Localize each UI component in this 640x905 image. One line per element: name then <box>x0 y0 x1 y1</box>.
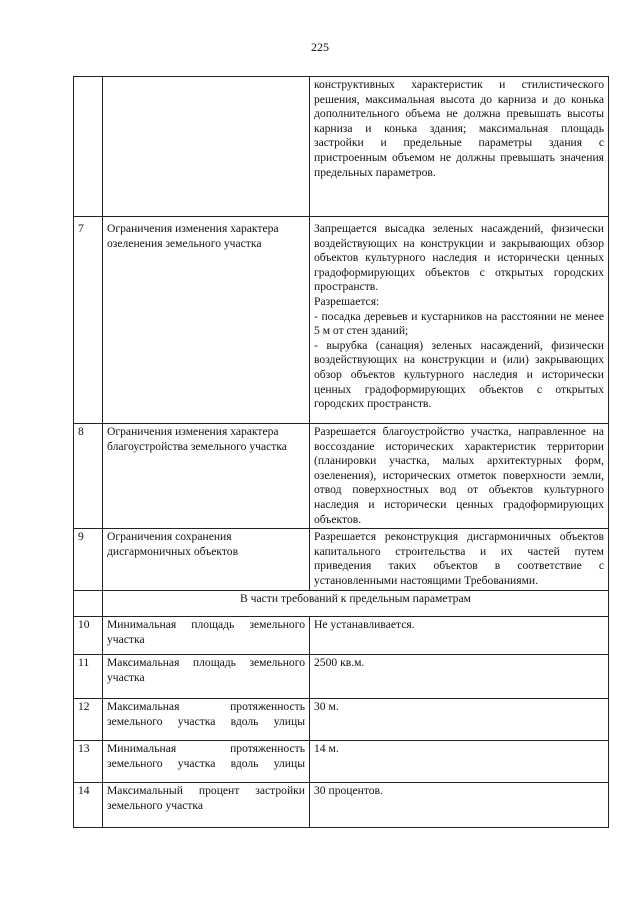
table-row <box>74 741 609 783</box>
section-blank-cell <box>74 591 103 617</box>
row-number: 10 <box>74 617 103 655</box>
row-number: 11 <box>74 655 103 699</box>
value-paragraph: - вырубка (санация) зеленых насаждений, физически воздействующих на конструкции и (или) закрывающих обзор объектов культурного наследия и исторически ценных градоформирующих объектов с открытых городских пространств. <box>314 338 604 411</box>
row-name: Ограничения изменения характера озеленения земельного участка <box>103 217 310 424</box>
row-name: Максимальный процент застройки земельного участка <box>103 783 310 828</box>
row-name: Максимальная протяженность земельного участка вдоль улицы <box>103 699 310 741</box>
table-row <box>74 699 609 741</box>
row-value: Не устанавливается. <box>310 617 609 655</box>
row-number: 9 <box>74 529 103 591</box>
row-name: Минимальная протяженность земельного участка вдоль улицы <box>103 741 310 783</box>
table-row <box>74 655 609 699</box>
row-value: конструктивных характеристик и стилистического решения, максимальная высота до карниза и до конька дополнительного объема не должна превышать высоты карниза и конька здания; максимальная площадь застройки и предельные параметры здания с пристроенным объемом не должны превышать значения предельных параметров. <box>310 77 609 217</box>
page-number: 225 <box>311 40 329 54</box>
table-row <box>74 77 609 217</box>
table-row <box>74 217 609 424</box>
row-value: 14 м. <box>310 741 609 783</box>
row-value: Разрешается благоустройство участка, направленное на воссоздание исторических характеристик территории (планировки участка, малых архитектурных форм, озеленения), исторических отметок поверхности земли, отвод поверхностных вод от объектов культурного наследия и исторически ценных градоформирующих объектов. <box>310 424 609 529</box>
requirements-table <box>73 76 609 828</box>
row-number: 13 <box>74 741 103 783</box>
row-number: 12 <box>74 699 103 741</box>
row-name: Ограничения сохранения дисгармоничных объектов <box>103 529 310 591</box>
row-value: 30 процентов. <box>310 783 609 828</box>
row-name <box>103 77 310 217</box>
row-value <box>310 217 609 424</box>
row-number: 14 <box>74 783 103 828</box>
row-value: Разрешается реконструкция дисгармоничных объектов капитального строительства и их частей путем приведения таких объектов в соответствие с установленными настоящими Требованиями. <box>310 529 609 591</box>
value-paragraph: Разрешается: <box>314 294 380 308</box>
value-paragraph: Запрещается высадка зеленых насаждений, физически воздействующих на конструкции и закрывающих обзор объектов культурного наследия и исторически ценных градоформирующих объектов с открытых городских пространств. <box>314 222 604 294</box>
table-section-row <box>74 591 609 617</box>
row-name: Ограничения изменения характера благоустройства земельного участка <box>103 424 310 529</box>
table-row <box>74 529 609 591</box>
row-number: 8 <box>74 424 103 529</box>
row-number <box>74 77 103 217</box>
row-value: 2500 кв.м. <box>310 655 609 699</box>
table-row <box>74 783 609 828</box>
section-heading: В части требований к предельным параметрам <box>103 591 609 617</box>
table-row <box>74 617 609 655</box>
table-row <box>74 424 609 529</box>
row-name: Максимальная площадь земельного участка <box>103 655 310 699</box>
row-value: 30 м. <box>310 699 609 741</box>
value-paragraph: - посадка деревьев и кустарников на расстоянии не менее 5 м от стен зданий; <box>314 309 604 338</box>
row-number: 7 <box>74 217 103 424</box>
row-name: Минимальная площадь земельного участка <box>103 617 310 655</box>
